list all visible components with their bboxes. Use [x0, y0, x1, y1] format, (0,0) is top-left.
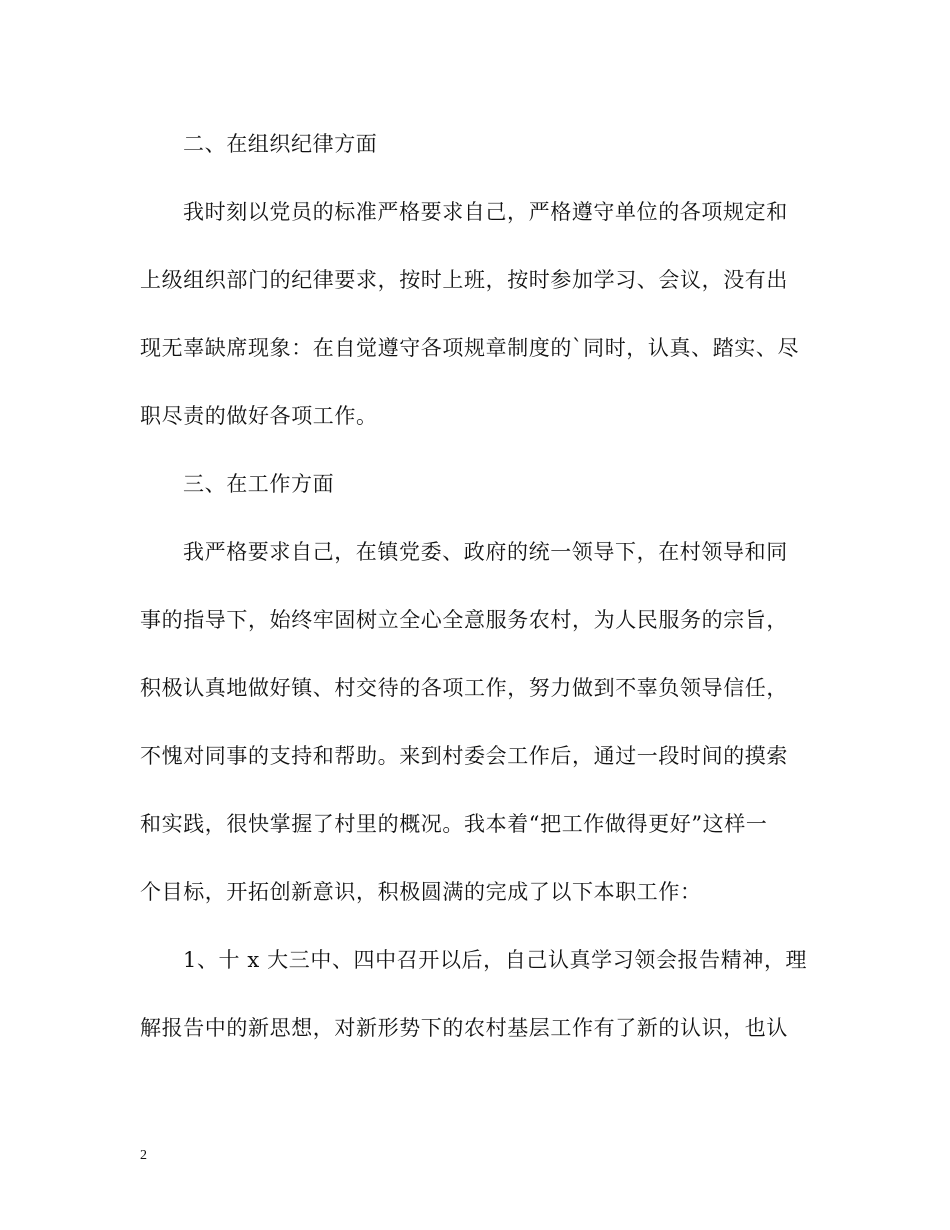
paragraph-line: 积极认真地做好镇、村交待的各项工作，努力做到不辜负领导信任，	[140, 676, 788, 700]
paragraph-line: 我时刻以党员的标准严格要求自己，严格遵守单位的各项规定和	[183, 200, 788, 224]
paragraph-line: 事的指导下，始终牢固树立全心全意服务农村，为人民服务的宗旨，	[140, 608, 788, 632]
page-number: 2	[140, 1148, 147, 1163]
section-heading-work: 三、在工作方面	[183, 472, 335, 496]
paragraph-line: 上级组织部门的纪律要求，按时上班，按时参加学习、会议，没有出	[140, 268, 788, 292]
paragraph-line: 我严格要求自己，在镇党委、政府的统一领导下，在村领导和同	[183, 540, 788, 564]
body-text	[140, 124, 810, 1076]
paragraph-line: 现无辜缺席现象：在自觉遵守各项规章制度的`同时，认真、踏实、尽	[140, 336, 800, 360]
paragraph-line: 职尽责的做好各项工作。	[140, 404, 378, 428]
paragraph-line: 和实践，很快掌握了村里的概况。我本着“把工作做得更好”这样一	[140, 812, 768, 836]
paragraph-line: 个目标，开拓创新意识，积极圆满的完成了以下本职工作：	[140, 880, 702, 904]
section-heading-discipline: 二、在组织纪律方面	[183, 132, 378, 156]
paragraph-line: 不愧对同事的支持和帮助。来到村委会工作后，通过一段时间的摸索	[140, 744, 788, 768]
list-item-line: 解报告中的新思想，对新形势下的农村基层工作有了新的认识，也认	[140, 1016, 788, 1040]
list-item-line: 1、十 x 大三中、四中召开以后，自己认真学习领会报告精神，理	[183, 948, 808, 972]
